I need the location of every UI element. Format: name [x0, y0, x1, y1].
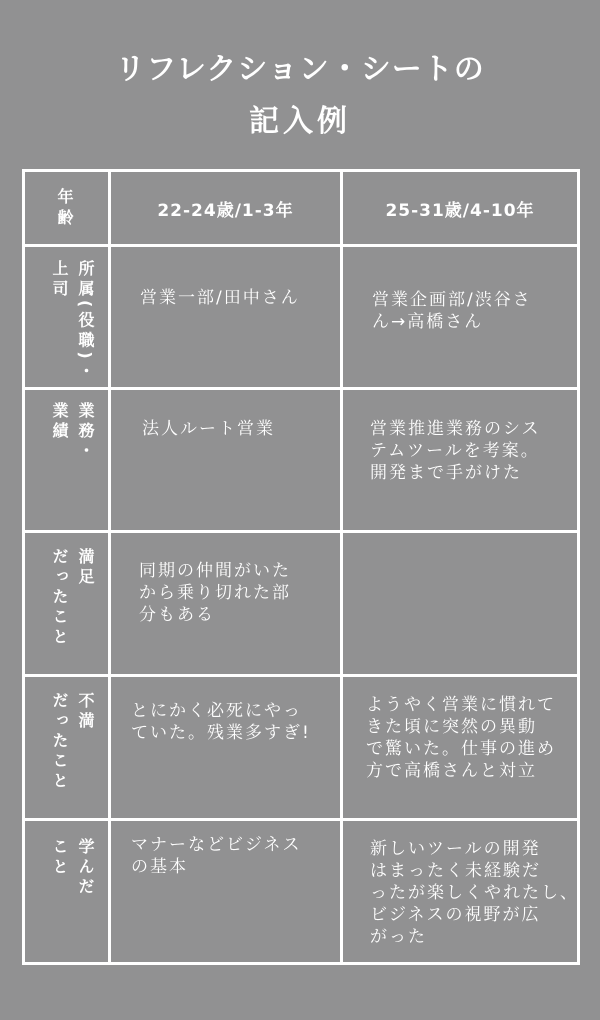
header-col2: 25-31歳/4-10年 [385, 201, 535, 221]
row-label-satisfied: 満足 だったこと [50, 548, 95, 648]
cell-row5-col1: マナーなどビジネス の基本 [131, 835, 302, 877]
page-title-line1: リフレクション・シートの [115, 52, 485, 87]
table-row-divider [22, 818, 580, 821]
table-border-top [22, 169, 580, 172]
cell-row1-col1: 営業一部/田中さん [140, 288, 300, 308]
header-col1: 22-24歳/1-3年 [157, 201, 294, 221]
row-label-learned: 学んだ こと [50, 838, 95, 898]
cell-row2-col1: 法人ルート営業 [142, 419, 275, 439]
cell-row4-col2: ようやく営業に慣れて きた頃に突然の異動 で驚いた。仕事の進め 方で高橋さんと対立 [366, 695, 556, 781]
row-label-dissatisfied: 不満 だったこと [50, 692, 95, 792]
row-label-affiliation: 所属(役職)・ 上司 [50, 260, 95, 383]
table-col-divider [340, 169, 343, 965]
table-row-divider [22, 244, 580, 247]
page-title-line2: 記入例 [249, 104, 351, 139]
cell-row2-col2: 営業推進業務のシス テムツールを考案。 開発まで手がけた [370, 419, 541, 483]
table-row-divider [22, 530, 580, 533]
table-row-divider [22, 674, 580, 677]
table-row-divider [22, 387, 580, 390]
cell-row5-col2: 新しいツールの開発 はまったく未経験だ ったが楽しくやれたし、 ビジネスの視野が広 がった [370, 839, 579, 947]
table-border-bottom [22, 962, 580, 965]
table-col-divider [108, 169, 111, 965]
cell-row1-col2: 営業企画部/渋谷さ ん→高橋さん [372, 290, 532, 332]
row-label-duties: 業務・ 業績 [50, 402, 95, 462]
cell-row3-col1: 同期の仲間がいた から乗り切れた部 分もある [139, 561, 291, 625]
table-border-left [22, 169, 25, 965]
cell-row4-col1: とにかく必死にやっ ていた。残業多すぎ! [131, 701, 311, 743]
header-age-label: 年 齢 [57, 187, 75, 227]
